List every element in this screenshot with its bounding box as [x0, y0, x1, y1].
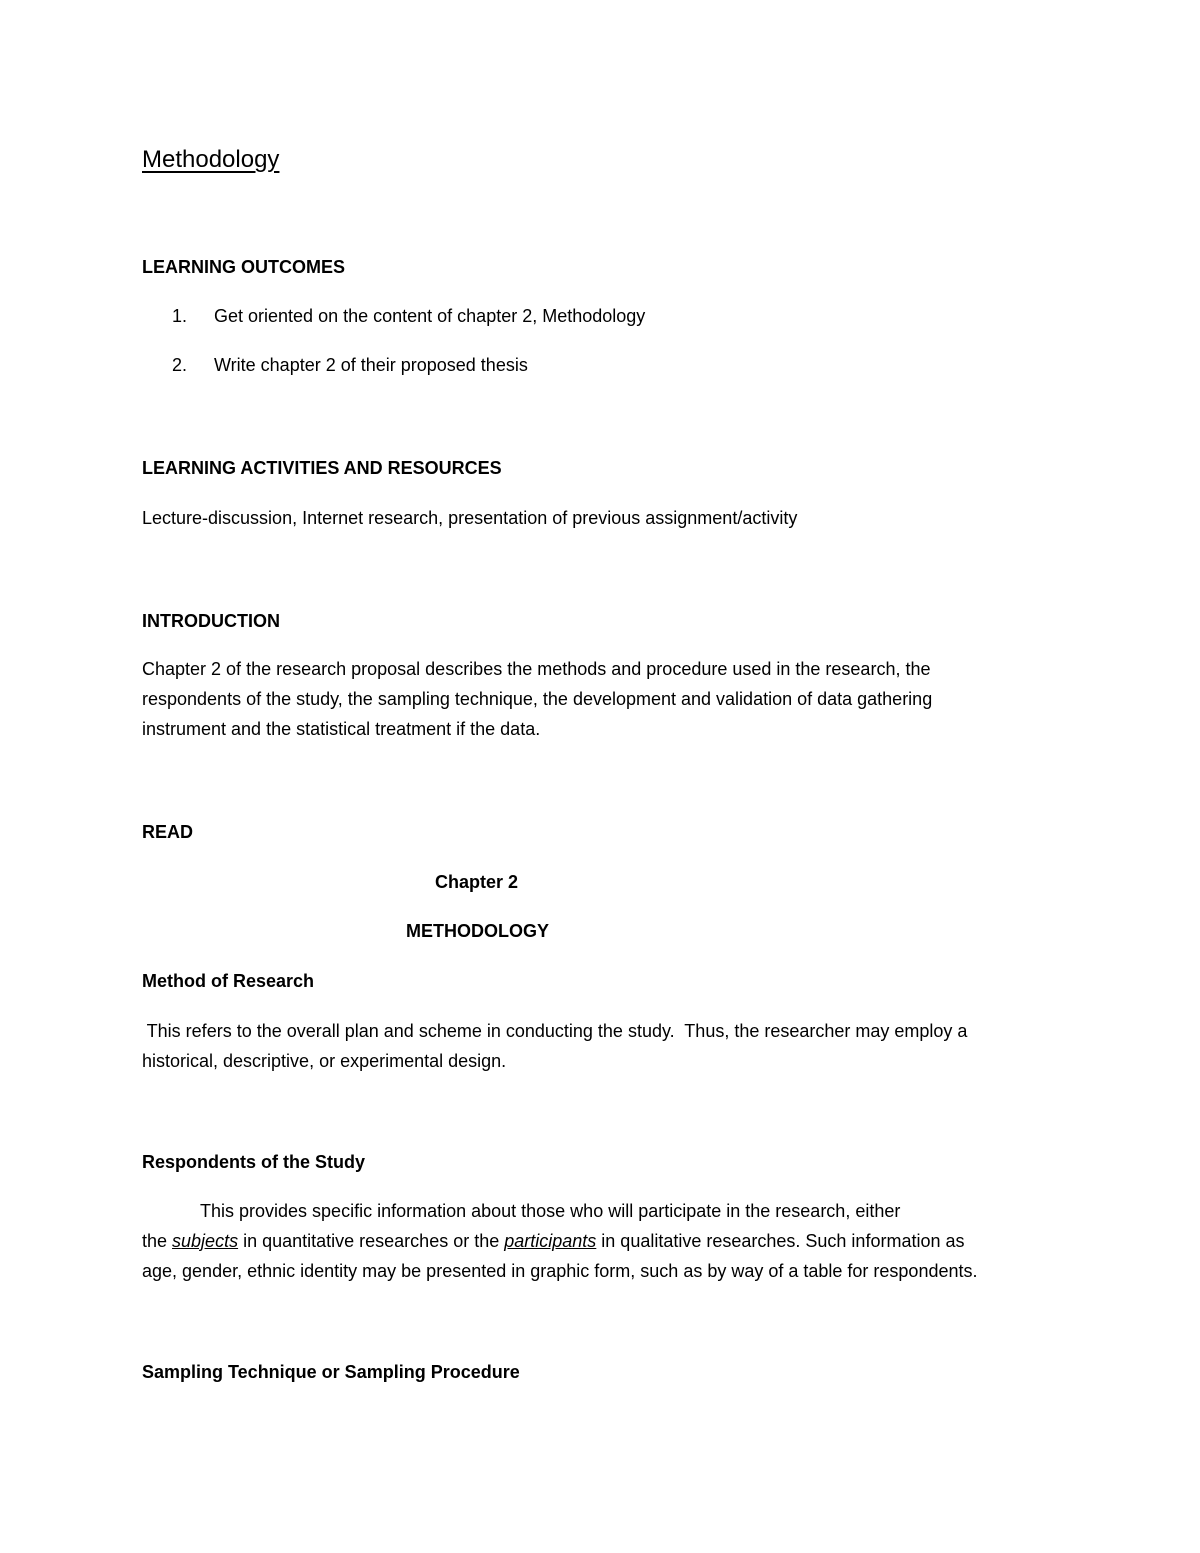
- introduction-line: Chapter 2 of the research proposal describes the methods and procedure used in the research, the: [142, 659, 931, 679]
- chapter-title: METHODOLOGY: [406, 921, 549, 941]
- list-item-text: Get oriented on the content of chapter 2, Methodology: [214, 306, 646, 326]
- respondents-text: in quantitative researches or the: [238, 1231, 505, 1251]
- sampling-heading: Sampling Technique or Sampling Procedure: [142, 1362, 520, 1382]
- method-of-research-heading: Method of Research: [142, 971, 315, 991]
- subjects-term: subjects: [172, 1231, 239, 1251]
- list-item: [172, 353, 528, 377]
- list-item-text: Write chapter 2 of their proposed thesis: [214, 355, 528, 375]
- page-title: Methodology: [142, 146, 280, 173]
- read-heading: READ: [142, 822, 194, 842]
- list-item-number: 2.: [172, 355, 188, 375]
- list-item-number: 1.: [172, 306, 188, 326]
- respondents-line: age, gender, ethnic identity may be presented in graphic form, such as by way of a table for respondents.: [142, 1261, 978, 1281]
- method-of-research-line: This refers to the overall plan and scheme in conducting the study. Thus, the researcher may employ a: [142, 1021, 968, 1041]
- respondents-text: in qualitative researches. Such information as: [596, 1231, 965, 1251]
- respondents-line: [142, 1229, 965, 1253]
- introduction-line: instrument and the statistical treatment if the data.: [142, 719, 541, 739]
- respondents-text: the: [142, 1231, 173, 1251]
- learning-outcomes-heading: LEARNING OUTCOMES: [142, 257, 346, 277]
- activities-text: Lecture-discussion, Internet research, presentation of previous assignment/activity: [142, 508, 798, 528]
- method-of-research-line: historical, descriptive, or experimental design.: [142, 1051, 507, 1071]
- introduction-heading: INTRODUCTION: [142, 611, 280, 631]
- respondents-heading: Respondents of the Study: [142, 1152, 366, 1172]
- respondents-line: This provides specific information about those who will participate in the research, either: [200, 1201, 901, 1221]
- chapter-number: Chapter 2: [435, 872, 519, 892]
- activities-heading: LEARNING ACTIVITIES AND RESOURCES: [142, 458, 502, 478]
- introduction-line: respondents of the study, the sampling technique, the development and validation of data gathering: [142, 689, 933, 709]
- list-item: [172, 304, 645, 328]
- participants-term: participants: [504, 1231, 597, 1251]
